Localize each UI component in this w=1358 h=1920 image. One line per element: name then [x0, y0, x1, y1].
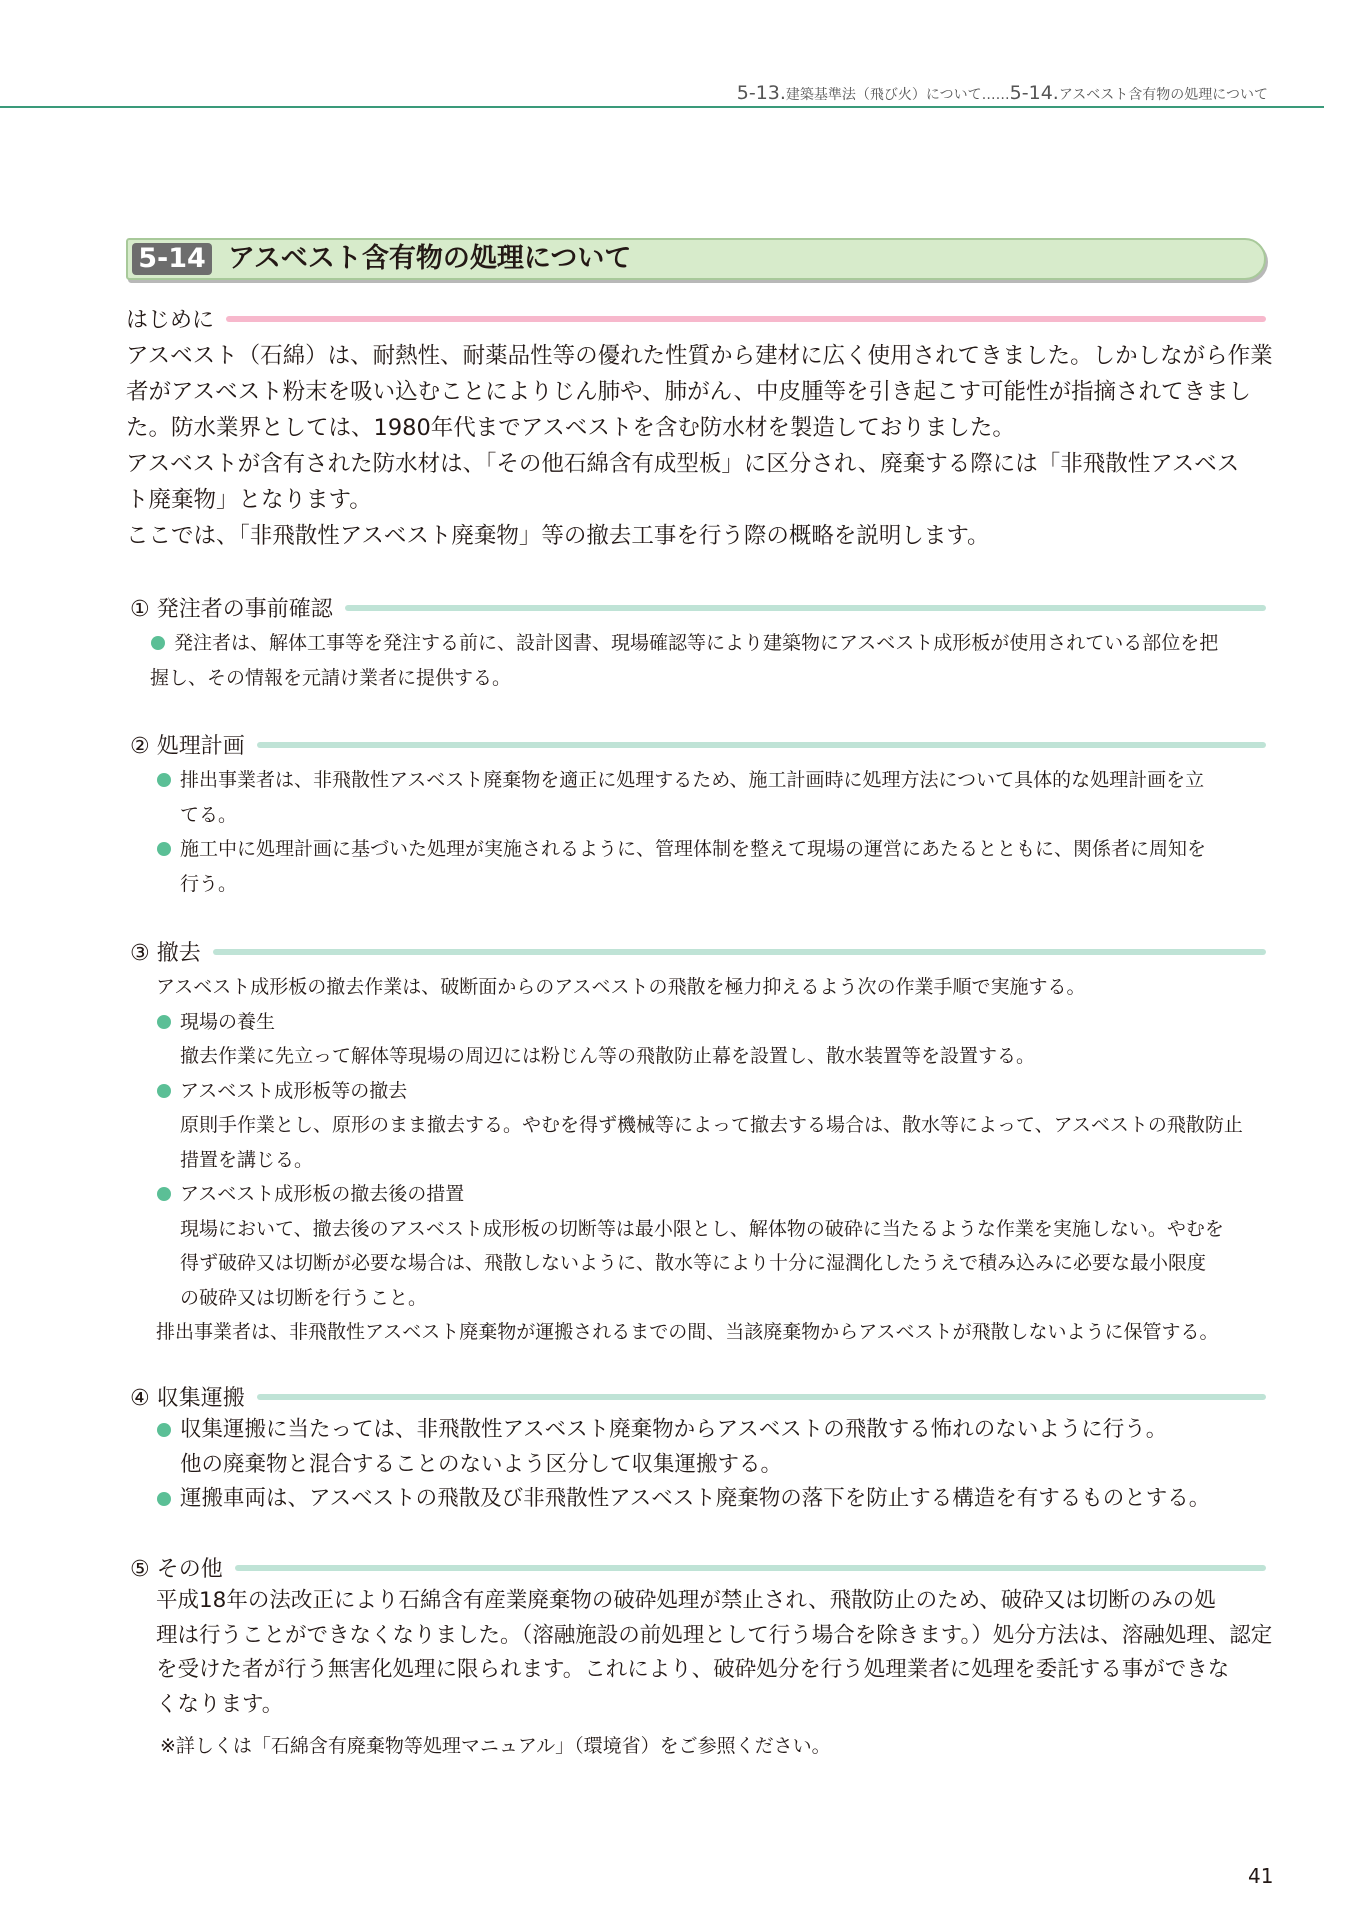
subsection-3-heading	[130, 936, 1266, 967]
subsection-2-body	[156, 763, 1276, 901]
header-section-number: 5-14.	[1009, 82, 1059, 104]
bullet-item: 施工中に処理計画に基づいた処理が実施されるように、管理体制を整えて現場の運営にあたるとともに、関係者に周知を 行う。	[156, 832, 1276, 901]
subsection-5-body: 平成18年の法改正により石綿含有産業廃棄物の破砕処理が禁止され、飛散防止のため、破砕又は切断のみの処 理は行うことができなくなりました。（溶融施設の前処理として行う場合を除きます。）処分方法は、溶融処理、認定 を受けた者が行う無害化処理に限られます。これにより、破砕処分を行う処理業者に処理を委託する事ができな くなります。	[156, 1588, 1273, 1717]
section-title-bar	[126, 238, 1266, 280]
subsection-heading-label: ① 発注者の事前確認	[130, 597, 333, 622]
reference-note: ※詳しくは「石綿含有廃棄物等処理マニュアル」（環境省）をご参照ください。	[160, 1735, 831, 1757]
subsection-heading-label: ⑤ その他	[130, 1557, 223, 1582]
heading-rule	[257, 742, 1266, 748]
subsection-5-heading	[130, 1552, 1266, 1583]
bullet-item: 排出事業者は、非飛散性アスベスト廃棄物を適正に処理するため、施工計画時に処理方法について具体的な処理計画を立 てる。	[156, 763, 1276, 832]
intro-line: ここでは、「非飛散性アスベスト廃棄物」等の撤去工事を行う際の概略を説明します。	[126, 523, 990, 549]
subsection-4-heading	[130, 1381, 1266, 1412]
bullet-continuation: 握し、その情報を元請け業者に提供する。	[150, 666, 512, 689]
bullet-body: 現場において、撤去後のアスベスト成形板の切断等は最小限とし、解体物の破砕に当たるような作業を実施しない。やむを 得ず破砕又は切断が必要な場合は、飛散しないように、散水等により十分に湿潤化したうえで積み込みに必要な最小限度 の破砕又は切断を行うこと。	[180, 1217, 1224, 1309]
intro-paragraph	[126, 338, 1276, 554]
bullet-dot-icon	[151, 636, 165, 650]
bullet-dot-icon	[157, 1492, 171, 1506]
section-number-badge: 5-14	[132, 243, 212, 275]
subsection-3-body	[156, 970, 1276, 1350]
bullet-dot-icon	[157, 1187, 171, 1201]
bullet-item: 現場の養生	[156, 1005, 1276, 1040]
bullet-item: 収集運搬に当たっては、非飛散性アスベスト廃棄物からアスベストの飛散する怖れのないように行う。 他の廃棄物と混合することのないよう区分して収集運搬する。	[156, 1413, 1276, 1482]
bullet-dot-icon	[157, 1015, 171, 1029]
subsection-heading-label: ② 処理計画	[130, 734, 245, 759]
bullet-dot-icon	[157, 1423, 171, 1437]
intro-line: ト廃棄物」となります。	[126, 487, 372, 513]
heading-rule	[257, 1394, 1266, 1400]
page-number: 41	[1248, 1864, 1274, 1888]
heading-rule	[213, 949, 1266, 955]
intro-line: アスベスト（石綿）は、耐熱性、耐薬品性等の優れた性質から建材に広く使用されてきました。しかしながら作業	[126, 343, 1273, 369]
subsection-1-heading	[130, 592, 1266, 623]
running-header	[0, 80, 1324, 108]
section-title: アスベスト含有物の処理について	[228, 243, 632, 274]
intro-heading	[126, 303, 1266, 334]
subsection-intro: アスベスト成形板の撤去作業は、破断面からのアスベストの飛散を極力抑えるよう次の作業手順で実施する。	[156, 976, 1086, 998]
bullet-item: アスベスト成形板等の撤去	[156, 1074, 1276, 1109]
intro-line: アスベストが含有された防水材は、「その他石綿含有成型板」に区分され、廃棄する際には「非飛散性アスベス	[126, 451, 1240, 477]
subsection-4-body	[156, 1413, 1276, 1517]
header-section-number: 5-13.	[736, 82, 786, 104]
bullet-item: 発注者は、解体工事等を発注する前に、設計図書、現場確認等により建築物にアスベスト成形板が使用されている部位を把	[150, 626, 1270, 661]
bullet-dot-icon	[157, 1084, 171, 1098]
intro-line: た。防水業界としては、1980年代までアスベストを含む防水材を製造しておりました。	[126, 415, 1015, 441]
bullet-body: 原則手作業とし、原形のまま撤去する。やむを得ず機械等によって撤去する場合は、散水等によって、アスベストの飛散防止 措置を講じる。	[180, 1114, 1243, 1171]
intro-heading-label: はじめに	[126, 308, 215, 333]
bullet-item: 運搬車両は、アスベストの飛散及び非飛散性アスベスト廃棄物の落下を防止する構造を有するものとする。	[156, 1482, 1276, 1517]
bullet-dot-icon	[157, 773, 171, 787]
running-header-text	[737, 82, 1268, 104]
heading-rule	[345, 605, 1266, 611]
bullet-dot-icon	[157, 842, 171, 856]
subsection-closing: 排出事業者は、非飛散性アスベスト廃棄物が運搬されるまでの間、当該廃棄物からアスベストが飛散しないように保管する。	[156, 1321, 1219, 1343]
subsection-1-body	[150, 626, 1270, 695]
header-section-title: 建築基準法（飛び火）について……	[785, 87, 1010, 103]
heading-rule	[226, 316, 1266, 322]
intro-line: 者がアスベスト粉末を吸い込むことによりじん肺や、肺がん、中皮腫等を引き起こす可能性が指摘されてきまし	[126, 379, 1252, 405]
header-section-title: アスベスト含有物の処理について	[1058, 87, 1268, 103]
bullet-item: アスベスト成形板の撤去後の措置	[156, 1177, 1276, 1212]
bullet-body: 撤去作業に先立って解体等現場の周辺には粉じん等の飛散防止幕を設置し、散水装置等を設置する。	[180, 1045, 1036, 1067]
subsection-2-heading	[130, 729, 1266, 760]
heading-rule	[235, 1565, 1266, 1571]
subsection-heading-label: ④ 収集運搬	[130, 1386, 245, 1411]
subsection-heading-label: ③ 撤去	[130, 941, 201, 966]
